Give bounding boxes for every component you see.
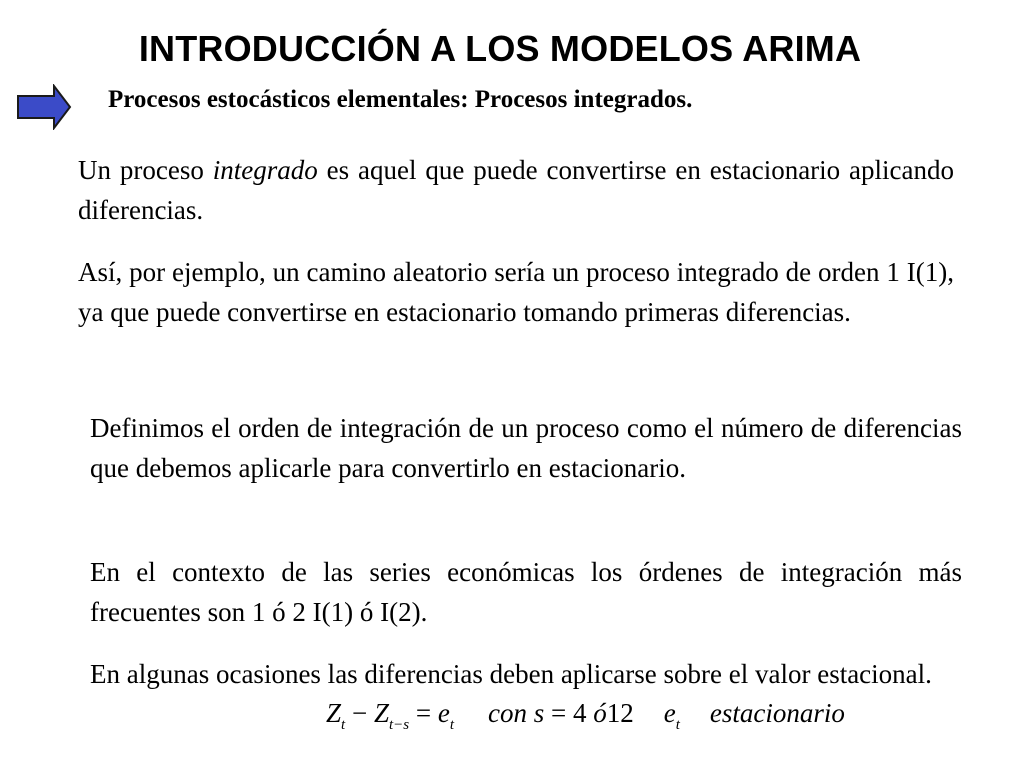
formula-estacionario: estacionario bbox=[709, 698, 845, 728]
paragraph-integrated-definition bbox=[78, 150, 954, 230]
formula-e1: e bbox=[437, 698, 450, 728]
paragraph-random-walk-example: Así, por ejemplo, un camino aleatorio sería un proceso integrado de orden 1 I(1), ya que puede convertirse en estacionario tomando primeras diferencias. bbox=[78, 257, 954, 327]
formula-twelve: 12 bbox=[606, 698, 634, 728]
formula-minus: − bbox=[345, 698, 374, 728]
formula-sub-t-minus-s: t−s bbox=[388, 717, 410, 733]
formula-sub-t1: t bbox=[341, 717, 346, 733]
p1-text-before: Un proceso bbox=[78, 155, 213, 185]
p1-emphasis: integrado bbox=[212, 155, 318, 185]
slide-title: INTRODUCCIÓN A LOS MODELOS ARIMA bbox=[138, 28, 862, 69]
paragraph-economic-series: En el contexto de las series económicas los órdenes de integración más frecuentes son 1 ó 2 I(1) ó I(2). bbox=[90, 557, 962, 627]
right-arrow-icon bbox=[16, 84, 72, 130]
formula-rhs: = 4 bbox=[544, 698, 594, 728]
formula-e2: e bbox=[663, 698, 676, 728]
paragraph-seasonal-differences: En algunas ocasiones las diferencias deben aplicarse sobre el valor estacional. bbox=[90, 659, 932, 689]
p1-text-after: es aquel que puede convertirse en estacionario aplicando diferencias. bbox=[78, 155, 955, 225]
seasonal-difference-formula bbox=[326, 698, 845, 734]
formula-equals: = bbox=[409, 698, 438, 728]
formula-z1: Z bbox=[326, 698, 342, 728]
paragraph-order-of-integration: Definimos el orden de integración de un proceso como el número de diferencias que debemos aplicarle para convertirlo en estacionario. bbox=[90, 413, 962, 483]
formula-sub-t3: t bbox=[675, 717, 680, 733]
formula-sub-t2: t bbox=[449, 717, 454, 733]
formula-z2: Z bbox=[373, 698, 389, 728]
formula-con-s: con s bbox=[488, 698, 545, 728]
slide-subtitle: Procesos estocásticos elementales: Procesos integrados. bbox=[108, 86, 693, 113]
formula-o: ó bbox=[593, 698, 607, 728]
